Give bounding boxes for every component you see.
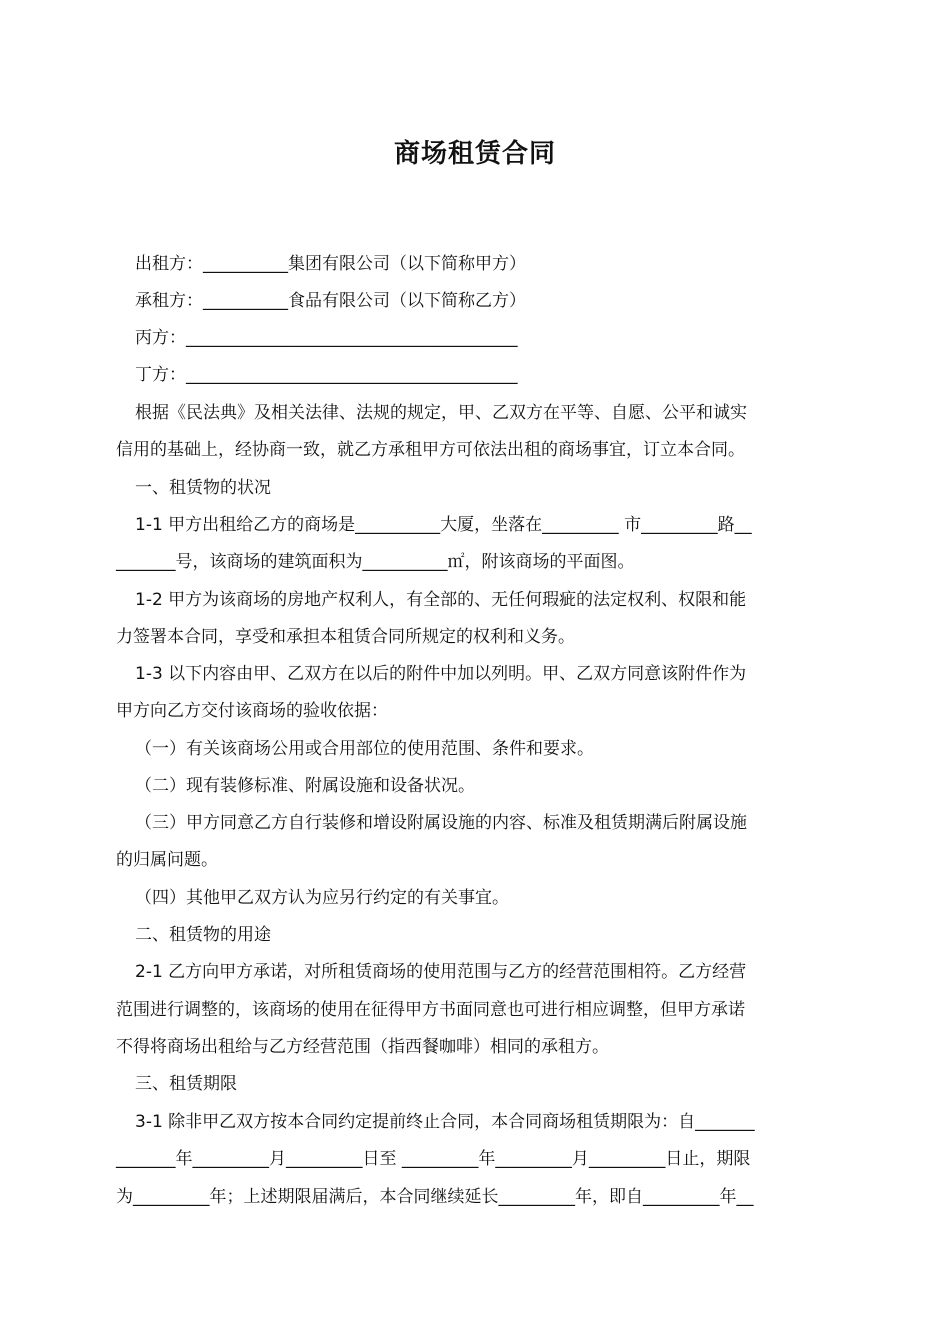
section-heading: 二、租赁物的用途: [135, 925, 271, 945]
preamble-line: 信用的基础上，经协商一致，就乙方承租甲方可依法出租的商场事宜，订立本合同。: [116, 440, 745, 460]
clause-line: 1-1 甲方出租给乙方的商场是__________大厦，坐落在_________ 市_________路__: [135, 515, 752, 535]
section-heading: 三、租赁期限: [135, 1074, 237, 1094]
clause-line: 甲方向乙方交付该商场的验收依据：: [116, 701, 388, 721]
lessor-line: 出租方：__________集团有限公司（以下简称甲方）: [135, 254, 526, 274]
clause-line: 2-1 乙方向甲方承诺，对所租赁商场的使用范围与乙方的经营范围相符。乙方经营: [135, 962, 747, 982]
clause-line: 1-2 甲方为该商场的房地产权利人，有全部的、无任何瑕疵的法定权利、权限和能: [135, 590, 747, 610]
list-item: 的归属问题。: [116, 850, 218, 870]
lessee-line: 承租方：__________食品有限公司（以下简称乙方）: [135, 291, 526, 311]
list-item: （三）甲方同意乙方自行装修和增设附属设施的内容、标准及租赁期满后附属设施: [135, 813, 747, 833]
clause-line: _______号，该商场的建筑面积为__________㎡，附该商场的平面图。: [116, 552, 635, 572]
clause-line: 1-3 以下内容由甲、乙双方在以后的附件中加以列明。甲、乙双方同意该附件作为: [135, 664, 747, 684]
list-item: （四）其他甲乙双方认为应另行约定的有关事宜。: [135, 888, 509, 908]
party-d-line: 丁方：_______________________________________: [135, 365, 518, 385]
section-heading: 一、租赁物的状况: [135, 478, 271, 498]
clause-line: 范围进行调整的，该商场的使用在征得甲方书面同意也可进行相应调整，但甲方承诺: [116, 1000, 745, 1020]
clause-line: 3-1 除非甲乙双方按本合同约定提前终止合同，本合同商场租赁期限为：自_______: [135, 1112, 755, 1132]
clause-line: _______年_________月_________日至 _________年_________月_________日止，期限: [116, 1149, 751, 1169]
clause-line: 为_________年；上述期限届满后，本合同继续延长_________年，即自_________年__: [116, 1187, 754, 1207]
list-item: （一）有关该商场公用或合用部位的使用范围、条件和要求。: [135, 739, 594, 759]
clause-line: 不得将商场出租给与乙方经营范围（指西餐咖啡）相同的承租方。: [116, 1037, 609, 1057]
document-title: 商场租赁合同: [393, 139, 556, 169]
preamble-line: 根据《民法典》及相关法律、法规的规定，甲、乙双方在平等、自愿、公平和诚实: [135, 403, 747, 423]
list-item: （二）现有装修标准、附属设施和设备状况。: [135, 776, 475, 796]
party-c-line: 丙方：_______________________________________: [135, 328, 518, 348]
clause-line: 力签署本合同，享受和承担本租赁合同所规定的权利和义务。: [116, 627, 575, 647]
